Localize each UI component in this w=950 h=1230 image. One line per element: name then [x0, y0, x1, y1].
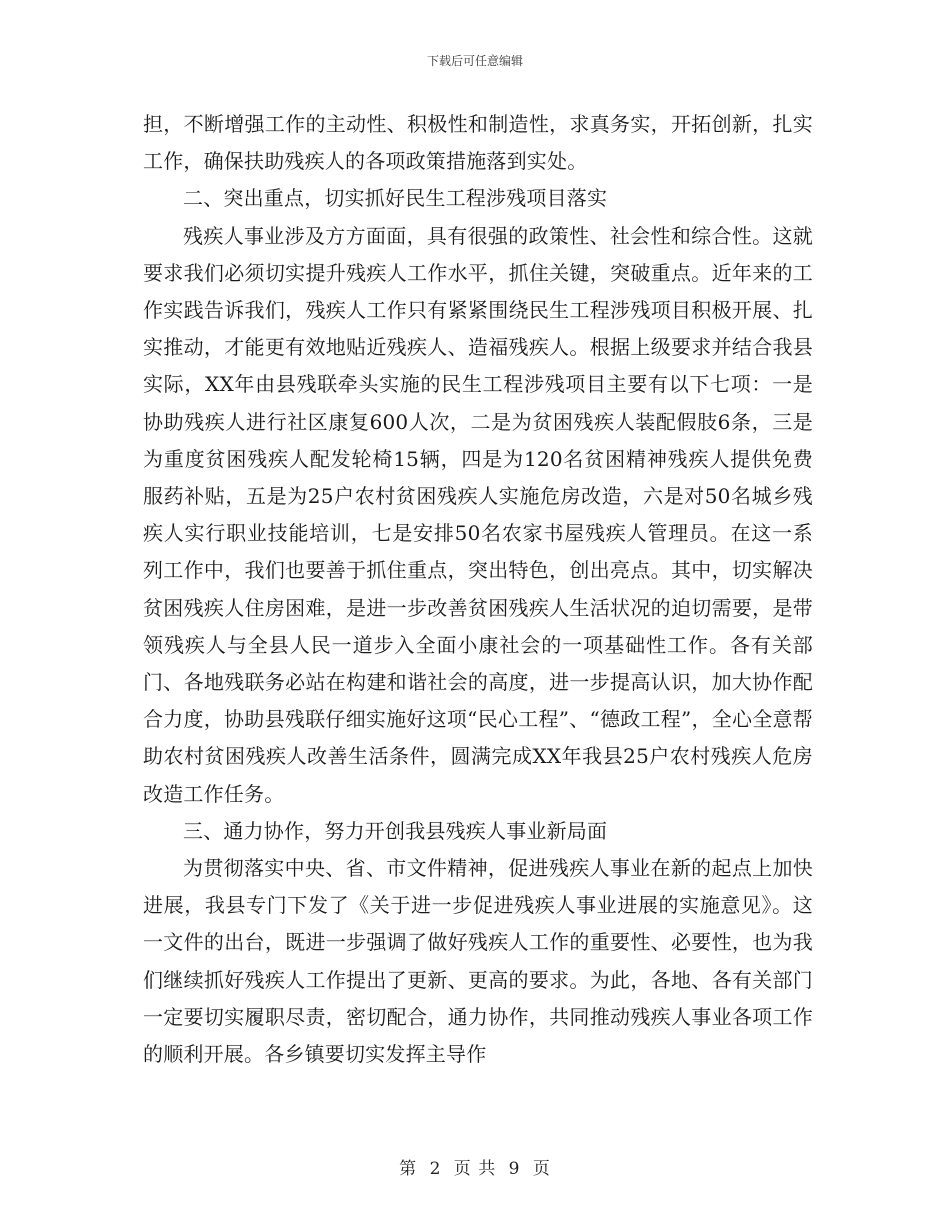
- section-heading-3: 三、通力协作，努力开创我县残疾人事业新局面: [183, 818, 608, 843]
- document-body: [143, 106, 813, 1073]
- page-footer: [0, 1154, 950, 1179]
- footer-suffix: 页: [532, 1159, 551, 1179]
- paragraph-continuation: 担，不断增强工作的主动性、积极性和制造性，求真务实，开拓创新，扎实工作，确保扶助残疾人的各项政策措施落到实处。: [143, 112, 813, 174]
- paragraph-cooperation: 为贯彻落实中央、省、市文件精神，促进残疾人事业在新的起点上加快进展，我县专门下发了《关于进一步促进残疾人事业进展的实施意见》。这一文件的出台，既进一步强调了做好残疾人工作的重要性、必要性，也为我们继续抓好残疾人工作提出了更新、更高的要求。为此，各地、各有关部门一定要切实履职尽责，密切配合，通力协作，共同推动残疾人事业各项工作的顺利开展。各乡镇要切实发挥主导作: [143, 856, 813, 1067]
- total-pages-number: 9: [508, 1159, 521, 1179]
- current-page-number: 2: [429, 1159, 442, 1179]
- paragraph-projects: 残疾人事业涉及方方面面，具有很强的政策性、社会性和综合性。这就要求我们必须切实提升残疾人工作水平，抓住关键，突破重点。近年来的工作实践告诉我们，残疾人工作只有紧紧围绕民生工程涉残项目积极开展、扎实推动，才能更有效地贴近残疾人、造福残疾人。根据上级要求并结合我县实际，XX年由县残联牵头实施的民生工程涉残项目主要有以下七项：一是协助残疾人进行社区康复600人次，二是为贫困残疾人装配假肢6条，三是为重度贫困残疾人配发轮椅15辆，四是为120名贫困精神残疾人提供免费服药补贴，五是为25户农村贫困残疾人实施危房改造，六是对50名城乡残疾人实行职业技能培训，七是安排50名农家书屋残疾人管理员。在这一系列工作中，我们也要善于抓住重点，突出特色，创出亮点。其中，切实解决贫困残疾人住房困难，是进一步改善贫困残疾人生活状况的迫切需要，是带领残疾人与全县人民一道步入全面小康社会的一项基础性工作。各有关部门、各地残联务必站在构建和谐社会的高度，进一步提高认识，加大协作配合力度，协助县残联仔细实施好这项“民心工程”、“德政工程”，全心全意帮助农村贫困残疾人改善生活条件，圆满完成XX年我县25户农村残疾人危房改造工作任务。: [143, 223, 813, 806]
- section-heading-2: 二、突出重点，切实抓好民生工程涉残项目落实: [183, 186, 608, 211]
- footer-middle: 页 共: [453, 1159, 497, 1179]
- page-header: 下载后可任意编辑: [426, 54, 523, 68]
- footer-prefix: 第: [399, 1159, 418, 1179]
